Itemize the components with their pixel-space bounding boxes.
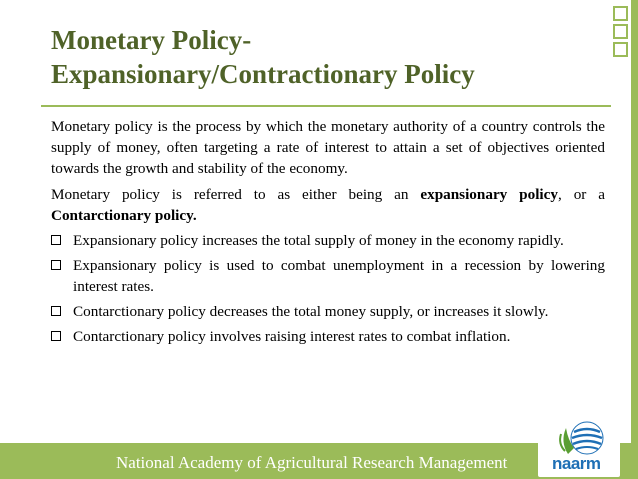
bullet-text: Expansionary policy is used to combat unemployment in a recession by lowering interest rates. [73,257,605,295]
bullet-item [51,326,605,347]
definition-text-1: Monetary policy is referred to as either being an [51,186,421,203]
checkbox-bullet-icon [51,326,73,347]
term-expansionary: expansionary policy [420,186,558,203]
bullet-item [51,255,605,297]
decor-square [613,6,628,21]
bullet-text: Expansionary policy increases the total supply of money in the economy rapidly. [73,232,564,249]
naarm-logo [538,418,620,477]
footer-organization: National Academy of Agricultural Research Management [116,453,508,472]
bullet-item [51,230,605,251]
term-contractionary: Contarctionary policy. [51,207,197,224]
paragraph-definition [51,184,605,226]
logo-wordmark: naarm [552,454,601,473]
checkbox-bullet-icon [51,230,73,251]
title-divider [41,105,611,107]
checkbox-bullet-icon [51,301,73,322]
bullet-item [51,301,605,322]
paragraph-intro: Monetary policy is the process by which the monetary authority of a country controls the supply of money, often targeting a rate of interest to attain a set of objectives oriented towards the growth and stability of the economy. [51,118,605,177]
decor-square [613,42,628,57]
title-line-1: Monetary Policy- [51,25,252,55]
right-accent-bar [631,0,638,479]
title-line-2: Expansionary/Contractionary Policy [51,59,475,89]
definition-text-2: , or a [558,186,605,203]
slide-title [51,23,611,91]
slide-body [51,116,605,351]
bullet-text: Contarctionary policy involves raising interest rates to combat inflation. [73,328,511,345]
bullet-text: Contarctionary policy decreases the total money supply, or increases it slowly. [73,303,549,320]
checkbox-bullet-icon [51,255,73,297]
decor-square [613,24,628,39]
